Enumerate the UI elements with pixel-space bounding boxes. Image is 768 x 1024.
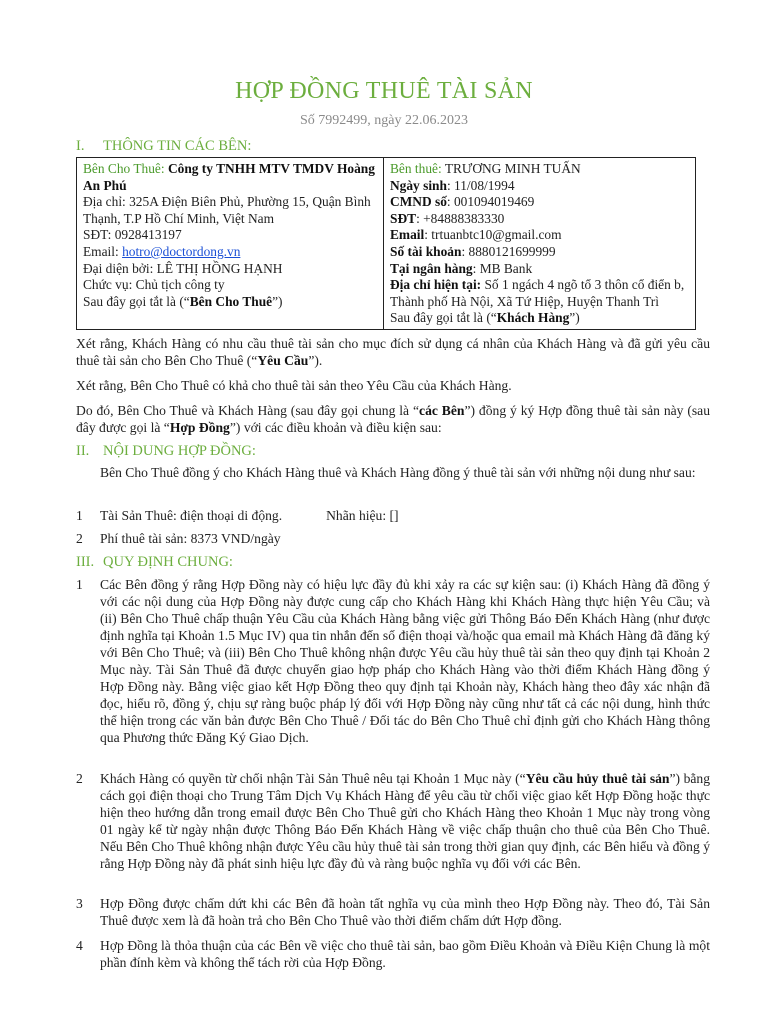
item-number: 3 — [76, 896, 83, 911]
recital-3 — [76, 402, 710, 436]
item-text: Khách Hàng có quyền từ chối nhận Tài Sản Thuê nêu tại Khoản 1 Mục này (“ — [100, 771, 526, 786]
lessor-email-label: Email: — [83, 243, 119, 259]
item-text: Phí thuê tài sản: 8373 VND/ngày — [100, 531, 281, 546]
item-number: 1 — [76, 577, 83, 592]
field-label: Số tài khoản — [390, 243, 462, 259]
item-number: 2 — [76, 771, 83, 786]
lessee-account — [390, 244, 689, 261]
field-value: Số 1 ngách 4 ngõ tổ 3 thôn cổ điển b, Thành phố Hà Nội, Xã Tứ Hiệp, Huyện Thanh Trì — [390, 277, 685, 309]
item-term: Yêu cầu hủy thuê tài sản — [525, 771, 670, 786]
lessor-name — [83, 161, 377, 194]
field-label: Ngày sinh — [390, 177, 447, 193]
field-value: : 001094019469 — [446, 194, 535, 210]
parties-table — [76, 157, 696, 330]
lessor-label: Bên Cho Thuê: — [83, 161, 165, 176]
lessee-cell — [384, 158, 696, 330]
section-2-heading — [76, 443, 256, 460]
item-text: Tài Sản Thuê: điện thoại di động. — [100, 508, 283, 523]
item-text: ”) bằng cách gọi điện thoại cho Trung Tâm Dịch Vụ Khách Hàng để yêu cầu từ chối việc giao kết Hợp Đồng hoặc thực hiện theo hướng dẫn trong email được Bên Cho Thuê gửi cho Khách Hàng theo Khoản 1 Mục này trong vòng 01 ngày kể từ ngày nhận được Thông Báo Đến Khách Hàng về việc chấp thuận cho thuê của Bên Cho Thuê. Nếu Bên Cho Thuê không nhận được Yêu cầu hủy thuê tài sản trong thời gian quy định, các Bên hiểu và đồng ý rằng Hợp Đồng này đã phát sinh hiệu lực đầy đủ và ràng buộc nghĩa vụ đối với các Bên. — [100, 771, 711, 871]
section-1-heading — [76, 138, 251, 155]
alias-suffix: ”) — [569, 310, 580, 326]
field-value: : trtuanbtc10@gmail.com — [424, 227, 562, 243]
field-label: Địa chỉ hiện tại: — [390, 277, 482, 293]
alias-term: Bên Cho Thuê — [189, 293, 273, 309]
recital-text: ”) với các điều khoản và điều kiện sau: — [229, 420, 442, 435]
lessor-position: Chức vụ: Chủ tịch công ty — [83, 277, 225, 293]
field-label: Email — [390, 227, 425, 243]
item-text: Hợp Đồng được chấm dứt khi các Bên đã hoàn tất nghĩa vụ của mình theo Hợp Đồng này. Theo đó, Tài Sản Thuê được xem là đã hoàn trả cho Bên Cho Thuê vào thời điểm chấm dứt Hợp đồng. — [100, 896, 710, 928]
list-item — [76, 937, 710, 971]
lessee-dob — [390, 178, 689, 195]
item-text: Hợp Đồng là thỏa thuận của các Bên về việc cho thuê tài sản, bao gồm Điều Khoản và Điều Kiện Chung là một phần đính kèm và không thể tách rời của Hợp Đồng. — [100, 938, 710, 970]
lessee-name: TRƯƠNG MINH TUẤN — [444, 161, 581, 176]
lessor-company: Công ty TNHH MTV TMDV Hoàng An Phú — [83, 161, 375, 193]
lessor-email-row — [83, 244, 377, 261]
lessee-phone — [390, 211, 689, 228]
lessor-address: Địa chỉ: 325A Điện Biên Phủ, Phường 15, Quận Bình Thạnh, T.P Hồ Chí Minh, Việt Nam — [83, 194, 371, 226]
section-title: NỘI DUNG HỢP ĐỒNG: — [103, 443, 256, 459]
alias-prefix: Sau đây gọi tắt là (“ — [83, 293, 190, 309]
section-2-intro: Bên Cho Thuê đồng ý cho Khách Hàng thuê và Khách Hàng đồng ý thuê tài sản với những nội dung như sau: — [100, 465, 696, 480]
alias-prefix: Sau đây gọi tắt là (“ — [390, 310, 497, 326]
item-number: 1 — [76, 508, 83, 523]
alias-suffix: ”) — [272, 293, 283, 309]
recital-text: ”) đồng ý ký Hợp đồng thuê tài sản này (sau đây được gọi là “ — [76, 403, 710, 435]
recital-text: Xét rằng, Khách Hàng có nhu cầu thuê tài sản cho mục đích sử dụng cá nhân của Khách Hàng và đã gửi yêu cầu thuê tài sản cho Bên Cho Thuê (“ — [76, 336, 710, 368]
recital-term: Hợp Đồng — [169, 420, 230, 435]
field-value: : MB Bank — [472, 260, 533, 276]
recital-text: Xét rằng, Bên Cho Thuê có khả cho thuê tài sản theo Yêu Cầu của Khách Hàng. — [76, 378, 512, 393]
recital-1 — [76, 335, 710, 369]
section-title: QUY ĐỊNH CHUNG: — [103, 554, 233, 570]
lessee-id — [390, 194, 689, 211]
section-number: II. — [76, 443, 90, 459]
alias-term: Khách Hàng — [496, 310, 570, 326]
lessee-address — [390, 277, 689, 310]
field-value: : 11/08/1994 — [446, 177, 515, 193]
recital-term: các Bên — [419, 403, 465, 418]
lessor-representative: Đại diện bởi: LÊ THỊ HỒNG HẠNH — [83, 260, 283, 276]
item-number: 4 — [76, 938, 83, 953]
item-text: Các Bên đồng ý rằng Hợp Đồng này có hiệu lực đầy đủ khi xảy ra các sự kiện sau: (i) Khách Hàng đã đồng ý với các nội dung của Hợp Đồng này được cung cấp cho Khách Hàng khi Khách Hàng thực hiện Yêu Cầu; và (ii) Bên Cho Thuê chấp thuận Yêu Cầu của Khách Hàng bằng việc gửi Thông Báo Đến Khách Hàng (như được định nghĩa tại Khoản 1.5 Mục IV) qua tin nhắn đến số điện thoại và/hoặc qua email mà Khách Hàng đã đăng ký với Bên Cho Thuê; và (iii) Bên Cho Thuê không nhận được Yêu cầu hủy thuê tài sản theo quy định tại Khoản 2 Mục này. Tài Sản Thuê đã được chuyển giao hợp pháp cho Khách Hàng vào thời điểm Khách Hàng đồng ý Hợp Đồng này. Bằng việc giao kết Hợp Đồng theo quy định tại Khoản này, Khách hàng theo đây xác nhận đã đọc, hiểu rõ, đồng ý, chịu sự ràng buộc pháp lý đối với Hợp Đồng này cũng như tất cả các nội dung, hình thức thể hiện trong các văn bản được Bên Cho Thuê / Đối tác do Bên Cho Thuê chỉ định gửi cho Khách Hàng thông qua Phương thức Đăng Ký Giao Dịch. — [100, 577, 710, 745]
lessee-alias — [390, 310, 689, 327]
field-value: : +84888383330 — [416, 210, 505, 226]
lessor-phone: SĐT: 0928413197 — [83, 227, 182, 243]
list-item — [76, 770, 710, 872]
recital-term: Yêu Cầu — [257, 353, 309, 368]
field-label: CMND số — [390, 194, 447, 210]
recital-text: ”). — [308, 353, 323, 368]
lessee-email — [390, 227, 689, 244]
lessee-name-row — [390, 161, 689, 178]
document-number-date: Số 7992499, ngày 22.06.2023 — [300, 113, 468, 128]
item-number: 2 — [76, 531, 83, 546]
lessee-bank — [390, 261, 689, 278]
lessee-label: Bên thuê: — [390, 161, 442, 176]
lessor-email-link[interactable]: hotro@doctordong.vn — [122, 243, 241, 259]
list-item — [76, 530, 710, 547]
list-item — [76, 895, 710, 929]
section-number: I. — [76, 138, 85, 154]
section-title: THÔNG TIN CÁC BÊN: — [103, 138, 252, 154]
section-number: III. — [76, 554, 95, 570]
brand-field: Nhãn hiệu: [] — [326, 508, 399, 523]
field-label: SĐT — [390, 210, 417, 226]
field-label: Tại ngân hàng — [390, 260, 473, 276]
list-item — [76, 507, 710, 524]
lessor-alias — [83, 294, 377, 311]
list-item — [76, 576, 710, 746]
field-value: : 8880121699999 — [461, 243, 556, 259]
recital-text: Do đó, Bên Cho Thuê và Khách Hàng (sau đây gọi chung là “ — [76, 403, 420, 418]
section-3-heading — [76, 554, 233, 571]
recital-2 — [76, 377, 710, 394]
lessor-cell — [77, 158, 384, 330]
document-title: HỢP ĐỒNG THUÊ TÀI SẢN — [235, 78, 533, 104]
